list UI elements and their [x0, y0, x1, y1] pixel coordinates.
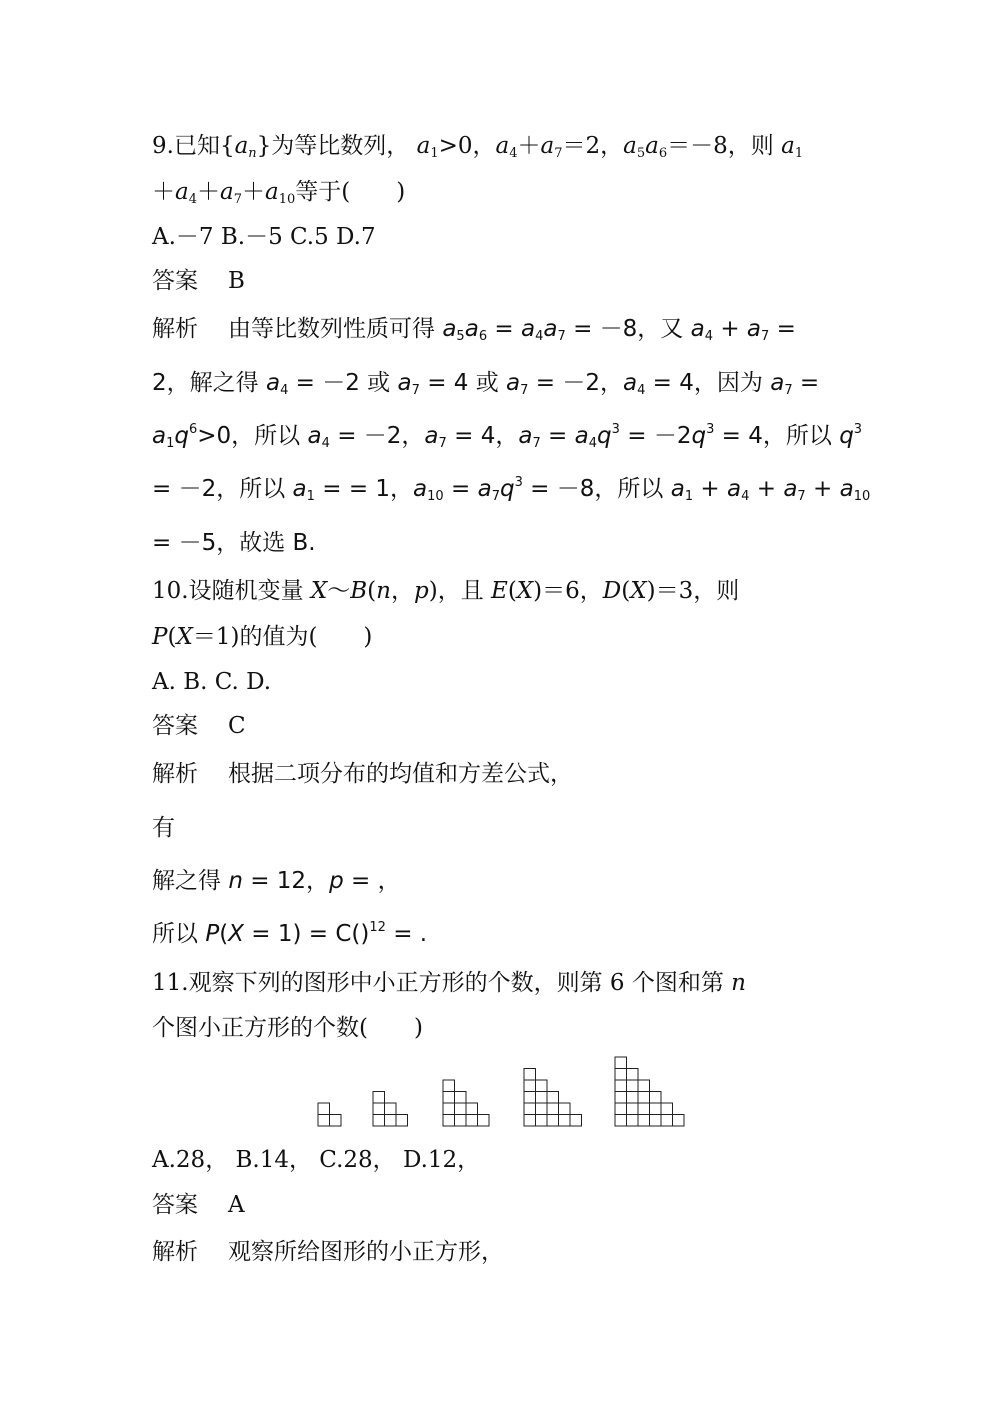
small-square — [318, 1115, 330, 1127]
staircase-1 — [318, 1103, 341, 1126]
q9-analysis-line1: 解析 由等比数列性质可得 $a_5a_6 = a_4a_7 = -8$，又 $a_4 + a_7$ = — [152, 316, 796, 344]
small-square — [455, 1115, 467, 1127]
small-square — [524, 1103, 536, 1115]
q9-answer: 答案 B — [152, 268, 245, 294]
small-square — [570, 1115, 582, 1127]
small-square — [627, 1069, 639, 1081]
staircase-figure — [300, 1050, 700, 1130]
q9-line1: 9.已知$\{a_n\}$为等比数列， $a_1>0$，$a_4+a_7=2$，$a_5a_6=-8$，则 $a_1$ — [152, 133, 804, 161]
staircase-3 — [443, 1080, 489, 1126]
q9-analysis-line2: 2，解之得 $a_4 = -2$ 或 $a_7 = 4$ 或 $a_7 = -2$，$a_4 = 4$，因为 $a_7$ = — [152, 370, 820, 398]
small-square — [330, 1115, 342, 1127]
small-square — [627, 1103, 639, 1115]
q11-line1: 11.观察下列的图形中小正方形的个数，则第 6 个图和第 n — [152, 970, 746, 996]
small-square — [673, 1115, 685, 1127]
small-square — [627, 1092, 639, 1104]
small-square — [443, 1092, 455, 1104]
q10-line2: P(X＝1)的值为( ) — [152, 624, 373, 650]
q9-analysis-line5: = －5，故选 B. — [152, 530, 316, 556]
small-square — [478, 1115, 490, 1127]
q10-options: A. B. C. D. — [152, 669, 272, 695]
small-square — [559, 1115, 571, 1127]
small-square — [524, 1069, 536, 1081]
small-square — [466, 1103, 478, 1115]
q11-options: A.28， B.14， C.28， D.12， — [152, 1147, 481, 1173]
q10-analysis-line2: 有 — [152, 815, 175, 841]
small-square — [396, 1115, 408, 1127]
small-square — [627, 1115, 639, 1127]
small-square — [615, 1080, 627, 1092]
small-square — [650, 1092, 662, 1104]
small-square — [615, 1069, 627, 1081]
q9-options: A.－7 B.－5 C.5 D.7 — [152, 224, 376, 250]
small-square — [559, 1103, 571, 1115]
q10-analysis-line4: 所以 P(X = 1) = C()$^{12}$ = . — [152, 920, 428, 947]
staircase-5 — [615, 1057, 684, 1126]
small-square — [650, 1115, 662, 1127]
small-square — [638, 1092, 650, 1104]
q10-answer: 答案 C — [152, 713, 246, 739]
small-square — [547, 1092, 559, 1104]
small-square — [650, 1103, 662, 1115]
q11-answer: 答案 A — [152, 1192, 245, 1218]
small-square — [455, 1092, 467, 1104]
small-square — [615, 1057, 627, 1069]
q9-analysis-line3: $a_1q^6>0$，所以 $a_4 = -2$，$a_7 = 4$，$a_7 = a_4q^3 = -2q^3 = 4$，所以 $q^3$ — [152, 422, 863, 451]
q11-analysis-line1: 解析 观察所给图形的小正方形， — [152, 1239, 504, 1265]
small-square — [536, 1115, 548, 1127]
small-square — [318, 1103, 330, 1115]
q9-line2: $+a_4+a_7+a_{10}$等于( ) — [152, 179, 406, 207]
small-square — [443, 1115, 455, 1127]
small-square — [385, 1103, 397, 1115]
small-square — [373, 1115, 385, 1127]
small-square — [524, 1115, 536, 1127]
small-square — [373, 1103, 385, 1115]
q10-analysis-line1: 解析 根据二项分布的均值和方差公式， — [152, 761, 573, 787]
small-square — [547, 1115, 559, 1127]
small-square — [638, 1115, 650, 1127]
small-square — [547, 1103, 559, 1115]
small-square — [524, 1080, 536, 1092]
q10-analysis-line3: 解之得 n = 12，p = ， — [152, 868, 401, 894]
small-square — [615, 1103, 627, 1115]
small-square — [373, 1092, 385, 1104]
small-square — [615, 1115, 627, 1127]
small-square — [536, 1080, 548, 1092]
small-square — [443, 1080, 455, 1092]
small-square — [627, 1080, 639, 1092]
small-square — [638, 1080, 650, 1092]
small-square — [524, 1092, 536, 1104]
small-square — [536, 1103, 548, 1115]
small-square — [443, 1103, 455, 1115]
small-square — [385, 1115, 397, 1127]
q9-analysis-line4: = －2，所以 $a_1$ = = 1，$a_{10} = a_7q^3 = -8$，所以 $a_1 + a_4 + a_7 + a_{10}$ — [152, 475, 871, 504]
small-square — [455, 1103, 467, 1115]
small-square — [536, 1092, 548, 1104]
staircase-2 — [373, 1092, 408, 1127]
small-square — [661, 1103, 673, 1115]
small-square — [661, 1115, 673, 1127]
q10-line1: 10.设随机变量 X～B(n，p)，且 E(X)＝6，D(X)＝3，则 — [152, 578, 740, 604]
small-square — [615, 1092, 627, 1104]
small-square — [638, 1103, 650, 1115]
small-square — [466, 1115, 478, 1127]
q11-line2: 个图小正方形的个数( ) — [152, 1015, 423, 1041]
staircase-4 — [524, 1069, 582, 1127]
